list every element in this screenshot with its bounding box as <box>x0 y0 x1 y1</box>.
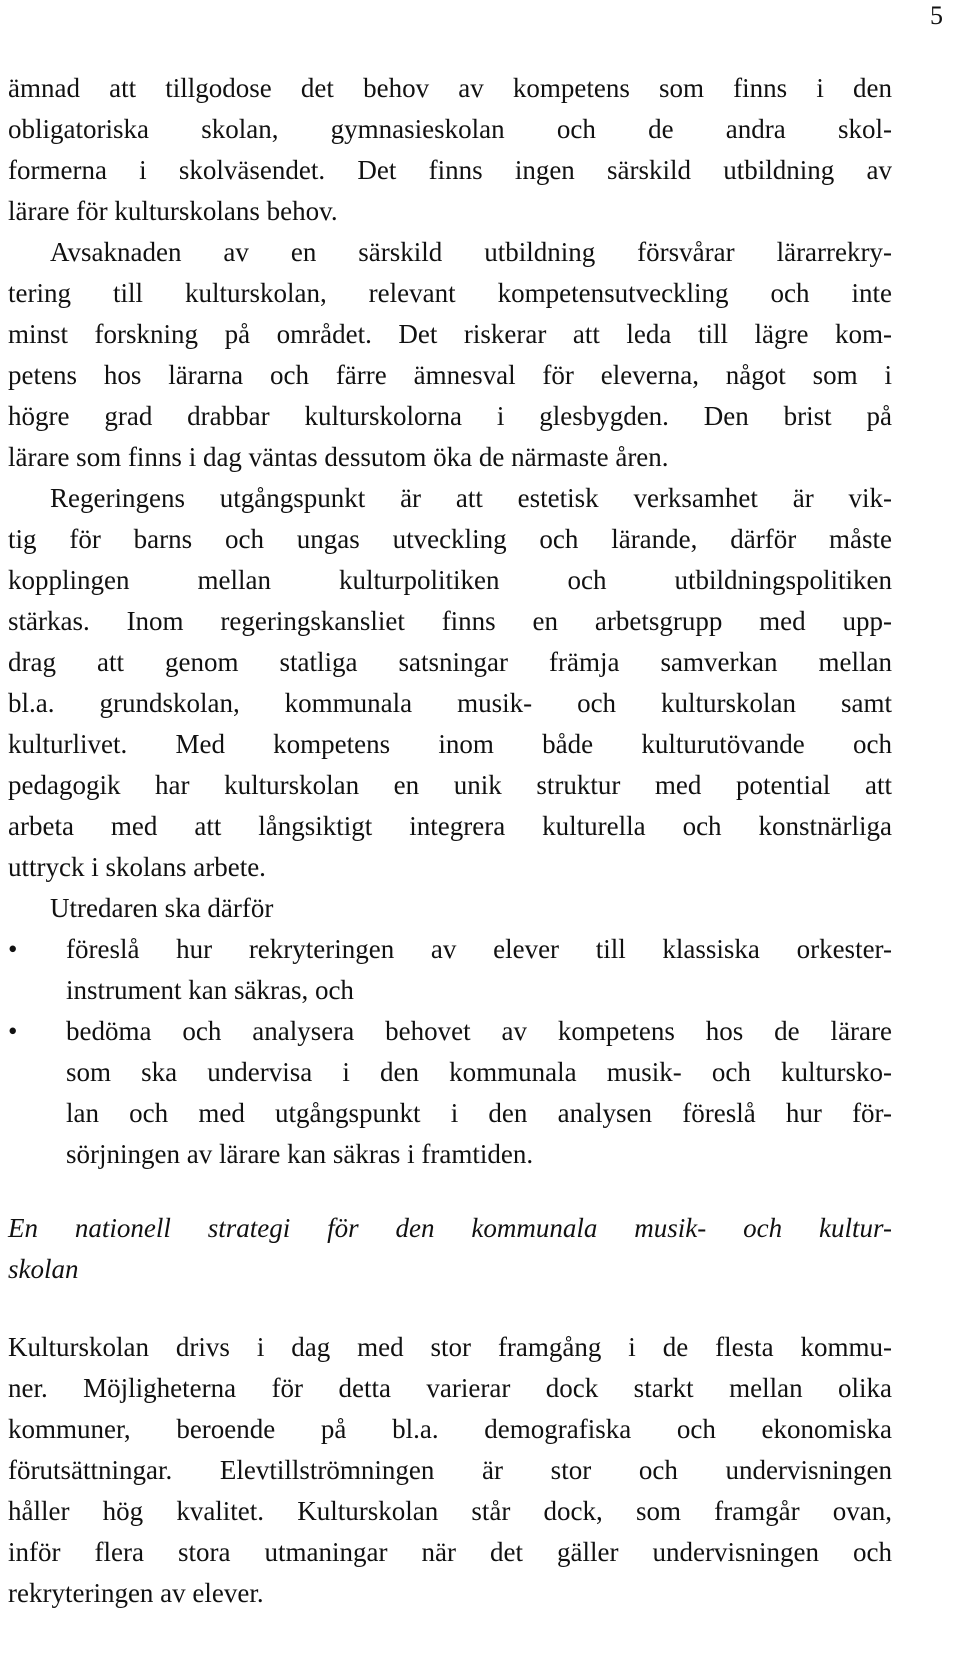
text-line: ner. Möjligheterna för detta varierar dock starkt mellan olika <box>8 1373 892 1403</box>
paragraph-2 <box>8 232 892 478</box>
text-line: ämnad att tillgodose det behov av kompetens som finns i den <box>8 73 892 103</box>
text-line: pedagogik har kulturskolan en unik struktur med potential att <box>8 770 892 800</box>
text-line: som ska undervisa i den kommunala musik- och kultursko- <box>66 1057 892 1087</box>
text-line: petens hos lärarna och färre ämnesval för eleverna, något som i <box>8 360 892 390</box>
text-line: Avsaknaden av en särskild utbildning försvårar lärarrekry- <box>50 237 892 267</box>
body-text <box>8 68 892 1614</box>
section-heading <box>8 1208 892 1290</box>
paragraph-3 <box>8 478 892 888</box>
bullet-item <box>8 1011 892 1175</box>
text-line: lärare som finns i dag väntas dessutom öka de närmaste åren. <box>8 442 669 472</box>
document-page <box>8 0 943 1675</box>
text-line: arbeta med att långsiktigt integrera kulturella och konstnärliga <box>8 811 892 841</box>
text-line: sörjningen av lärare kan säkras i framtiden. <box>66 1139 534 1169</box>
bullet-icon: • <box>8 934 18 964</box>
text-line: bl.a. grundskolan, kommunala musik- och kulturskolan samt <box>8 688 892 718</box>
text-line: instrument kan säkras, och <box>66 975 354 1005</box>
text-line: lärare för kulturskolans behov. <box>8 196 338 226</box>
text-line: rekryteringen av elever. <box>8 1578 264 1608</box>
text-line: inför flera stora utmaningar när det gäller undervisningen och <box>8 1537 892 1567</box>
text-line: Kulturskolan drivs i dag med stor framgång i de flesta kommu- <box>8 1332 892 1362</box>
bullet-list <box>8 929 892 1175</box>
page-number: 5 <box>930 1 943 30</box>
text-line: Regeringens utgångspunkt är att estetisk verksamhet är vik- <box>50 483 892 513</box>
text-line: Utredaren ska därför <box>50 893 274 923</box>
bullet-item <box>8 929 892 1011</box>
section-gap <box>8 1290 892 1327</box>
text-line: formerna i skolväsendet. Det finns ingen särskild utbildning av <box>8 155 892 185</box>
text-line: drag att genom statliga satsningar främja samverkan mellan <box>8 647 892 677</box>
text-line: bedöma och analysera behovet av kompetens hos de lärare <box>66 1016 892 1046</box>
text-line: kommuner, beroende på bl.a. demografiska och ekonomiska <box>8 1414 892 1444</box>
text-line: håller hög kvalitet. Kulturskolan står dock, som framgår ovan, <box>8 1496 892 1526</box>
text-line: kulturlivet. Med kompetens inom både kulturutövande och <box>8 729 892 759</box>
text-line: förutsättningar. Elevtillströmningen är stor och undervisningen <box>8 1455 892 1485</box>
text-line: högre grad drabbar kulturskolorna i glesbygden. Den brist på <box>8 401 892 431</box>
paragraph-4 <box>8 888 892 929</box>
text-line: kopplingen mellan kulturpolitiken och utbildningspolitiken <box>8 565 892 595</box>
text-line: stärkas. Inom regeringskansliet finns en arbetsgrupp med upp- <box>8 606 892 636</box>
paragraph-1 <box>8 68 892 232</box>
text-line: tig för barns och ungas utveckling och lärande, därför måste <box>8 524 892 554</box>
text-line: uttryck i skolans arbete. <box>8 852 266 882</box>
text-line: lan och med utgångspunkt i den analysen föreslå hur för- <box>66 1098 892 1128</box>
bullet-icon: • <box>8 1016 18 1046</box>
text-line: obligatoriska skolan, gymnasieskolan och de andra skol- <box>8 114 892 144</box>
text-line: föreslå hur rekryteringen av elever till klassiska orkester- <box>66 934 892 964</box>
text-line: tering till kulturskolan, relevant kompetensutveckling och inte <box>8 278 892 308</box>
heading-line: skolan <box>8 1254 79 1284</box>
paragraph-5 <box>8 1327 892 1614</box>
text-line: minst forskning på området. Det riskerar att leda till lägre kom- <box>8 319 892 349</box>
heading-line: En nationell strategi för den kommunala musik- och kultur- <box>8 1213 892 1243</box>
section-gap <box>8 1175 892 1208</box>
